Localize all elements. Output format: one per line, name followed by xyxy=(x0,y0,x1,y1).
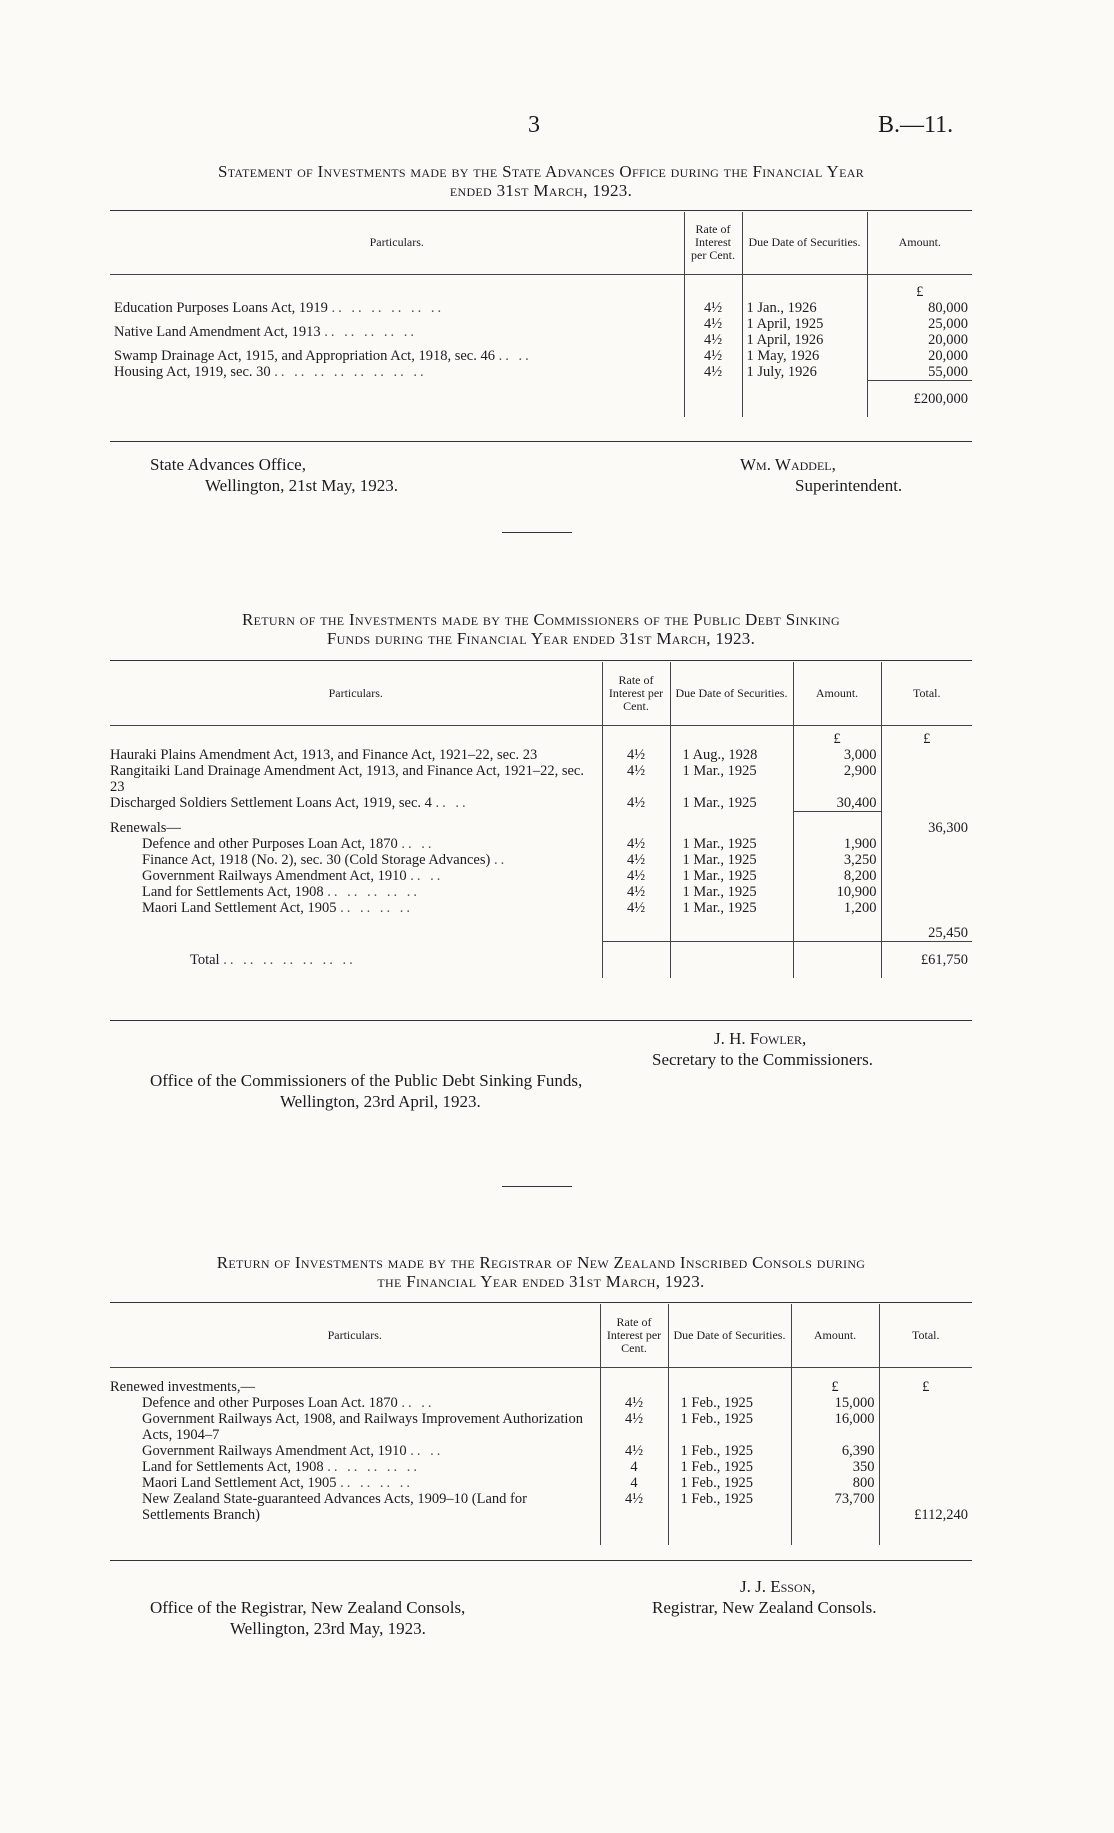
s1-row-amount: 55,000 xyxy=(867,364,972,381)
s1-row-rate: 4½ xyxy=(684,300,742,316)
s2-total: £61,750 xyxy=(881,942,972,978)
table-row xyxy=(110,795,972,812)
s3-col-particulars: Particulars. xyxy=(327,1327,382,1342)
s1-col-particulars: Particulars. xyxy=(369,235,424,250)
s1-total: £200,000 xyxy=(867,381,972,417)
s3-row-particulars: Defence and other Purposes Loan Act. 1870 .. .. xyxy=(142,1395,435,1411)
s2-renewals-label: Renewals— xyxy=(110,819,181,836)
s2-renewal-due: 1 Mar., 1925 xyxy=(670,852,793,868)
s1-bottom-rule xyxy=(110,441,972,442)
s3-col-due: Due Date of Securities. xyxy=(668,1304,791,1367)
s1-office-line2: Wellington, 21st May, 1923. xyxy=(205,476,399,495)
s3-row-rate: 4 xyxy=(600,1459,668,1475)
s1-row-particulars: Native Land Amendment Act, 1913 .. .. .. .. .. xyxy=(114,324,417,340)
s1-row-rate: 4½ xyxy=(684,364,742,381)
s2-row-particulars: Rangitaiki Land Drainage Amendment Act, 1913, and Finance Act, 1921–22, sec. 23 xyxy=(110,763,584,795)
s3-row-amount: 6,390 xyxy=(791,1443,879,1459)
s2-renewal-rate: 4½ xyxy=(602,868,670,884)
s1-signer-title: Superintendent. xyxy=(795,476,903,495)
s1-row-amount: 20,000 xyxy=(867,332,972,348)
s3-row-due: 1 Feb., 1925 xyxy=(668,1491,791,1523)
s3-col-total: Total. xyxy=(879,1304,972,1367)
s1-row-amount: 80,000 xyxy=(867,300,972,316)
s2-col-due: Due Date of Securities. xyxy=(670,662,793,725)
s3-bottom-rule xyxy=(110,1560,972,1561)
s3-row-rate: 4½ xyxy=(600,1411,668,1443)
table-row xyxy=(110,884,972,900)
s2-signer-name: J. H. Fowler, xyxy=(714,1029,807,1048)
s2-row-amount: 30,400 xyxy=(793,795,881,812)
s2-renewal-due: 1 Mar., 1925 xyxy=(670,868,793,884)
s3-row-particulars: Government Railways Amendment Act, 1910 .. .. xyxy=(142,1443,444,1459)
s3-row-particulars: Maori Land Settlement Act, 1905 .. .. .. .. xyxy=(142,1475,414,1491)
table-row xyxy=(110,1475,972,1491)
s2-subtotal-2: 25,450 xyxy=(881,916,972,942)
s2-renewal-rate: 4½ xyxy=(602,852,670,868)
s3-renewed-label: Renewed investments,— xyxy=(110,1379,255,1395)
s1-signature xyxy=(740,454,902,496)
section-divider xyxy=(502,1186,572,1187)
table-row xyxy=(110,868,972,884)
s2-renewal-amount: 10,900 xyxy=(793,884,881,900)
s3-row-due: 1 Feb., 1925 xyxy=(668,1459,791,1475)
s3-row-amount: 16,000 xyxy=(791,1411,879,1443)
s3-row-due: 1 Feb., 1925 xyxy=(668,1443,791,1459)
s2-office xyxy=(150,1070,582,1112)
s2-row-rate: 4½ xyxy=(602,763,670,795)
s1-row-due: 1 May, 1926 xyxy=(742,348,867,364)
s1-row-rate: 4½ xyxy=(684,348,742,364)
s1-row-rate: 4½ xyxy=(684,316,742,332)
s3-office xyxy=(150,1597,465,1639)
s1-title xyxy=(110,162,972,200)
s1-signer-name: Wm. Waddel, xyxy=(740,455,836,474)
s1-col-rate: Rate of Interest per Cent. xyxy=(684,212,742,274)
s1-title-line1: Statement of Investments made by the State Advances Office during the Financial Year xyxy=(218,162,864,181)
s2-renewal-due: 1 Mar., 1925 xyxy=(670,836,793,852)
s1-top-rule xyxy=(110,210,972,211)
s1-office-line1: State Advances Office, xyxy=(150,455,306,474)
document-code: B.—11. xyxy=(878,112,954,138)
s2-row-rate: 4½ xyxy=(602,795,670,812)
s3-total: £112,240 xyxy=(879,1491,972,1523)
s2-total-label: Total .. .. .. .. .. .. .. xyxy=(190,951,356,968)
s2-subtotal-1: 36,300 xyxy=(881,795,972,836)
s2-header-row xyxy=(110,662,972,725)
table-row xyxy=(110,1491,972,1523)
s3-row-particulars: Land for Settlements Act, 1908 .. .. .. .. .. xyxy=(142,1459,420,1475)
s2-signature xyxy=(652,1028,873,1070)
s2-col-total: Total. xyxy=(881,662,972,725)
table-row xyxy=(110,900,972,916)
s2-row-amount: 2,900 xyxy=(793,763,881,795)
s1-row-particulars: Education Purposes Loans Act, 1919 .. .. .. .. .. .. xyxy=(114,300,445,316)
s3-row-amount: 350 xyxy=(791,1459,879,1475)
s3-total-pound: £ xyxy=(879,1367,972,1395)
s2-renewal-rate: 4½ xyxy=(602,884,670,900)
table-row xyxy=(110,364,972,381)
s2-title-line1: Return of the Investments made by the Commissioners of the Public Debt Sinking xyxy=(242,610,840,629)
s2-title-line2: Funds during the Financial Year ended 31st March, 1923. xyxy=(326,629,756,648)
s1-office xyxy=(150,454,398,496)
s2-renewal-particulars: Defence and other Purposes Loan Act, 1870 .. .. xyxy=(142,835,435,852)
s3-amount-pound: £ xyxy=(791,1367,879,1395)
s2-total-row xyxy=(110,942,972,978)
s2-office-line1: Office of the Commissioners of the Public Debt Sinking Funds, xyxy=(150,1071,583,1090)
s2-col-particulars: Particulars. xyxy=(328,685,383,700)
section-divider xyxy=(502,532,572,533)
table-row xyxy=(110,763,972,795)
s2-renewal-amount: 3,250 xyxy=(793,852,881,868)
s1-row-due: 1 April, 1926 xyxy=(742,332,867,348)
table-row xyxy=(110,1459,972,1475)
s1-row-amount: 20,000 xyxy=(867,348,972,364)
s1-pound-sign: £ xyxy=(867,274,972,300)
s2-renewal-rate: 4½ xyxy=(602,836,670,852)
s1-col-amount: Amount. xyxy=(867,212,972,274)
s2-renewal-particulars: Government Railways Amendment Act, 1910 .. .. xyxy=(142,867,444,884)
s3-title-line1: Return of Investments made by the Registrar of New Zealand Inscribed Consols during xyxy=(216,1253,866,1272)
page-number: 3 xyxy=(528,112,540,138)
s3-office-line2: Wellington, 23rd May, 1923. xyxy=(230,1619,426,1638)
s3-row-due: 1 Feb., 1925 xyxy=(668,1411,791,1443)
s3-row-amount: 15,000 xyxy=(791,1395,879,1411)
s3-row-particulars: New Zealand State-guaranteed Advances Acts, 1909–10 (Land for Settlements Branch) xyxy=(142,1491,527,1523)
s2-renewal-particulars: Finance Act, 1918 (No. 2), sec. 30 (Cold Storage Advances) .. xyxy=(142,851,508,868)
s3-col-amount: Amount. xyxy=(791,1304,879,1367)
s3-row-rate: 4½ xyxy=(600,1491,668,1523)
s1-row-particulars: Housing Act, 1919, sec. 30 .. .. .. .. .. .. .. .. xyxy=(114,364,427,380)
s3-row-due: 1 Feb., 1925 xyxy=(668,1395,791,1411)
s3-row-rate: 4½ xyxy=(600,1395,668,1411)
s3-col-rate: Rate of Interest per Cent. xyxy=(600,1304,668,1367)
s2-row-particulars: Hauraki Plains Amendment Act, 1913, and Finance Act, 1921–22, sec. 23 xyxy=(110,747,538,763)
s3-row-rate: 4 xyxy=(600,1475,668,1491)
s2-title xyxy=(110,610,972,648)
table-row xyxy=(110,836,972,852)
s3-row-particulars: Government Railways Act, 1908, and Railways Improvement Authorization Acts, 1904–7 xyxy=(142,1411,583,1443)
s1-title-line2: ended 31st March, 1923. xyxy=(449,181,633,200)
s3-signer-name: J. J. Esson, xyxy=(740,1577,816,1596)
s1-table xyxy=(110,212,972,417)
s1-row-due: 1 Jan., 1926 xyxy=(742,300,867,316)
s3-header-row xyxy=(110,1304,972,1367)
s3-office-line1: Office of the Registrar, New Zealand Consols, xyxy=(150,1598,466,1617)
s2-renewal-due: 1 Mar., 1925 xyxy=(670,900,793,916)
table-row xyxy=(110,316,972,332)
s2-renewal-particulars: Land for Settlements Act, 1908 .. .. .. .. .. xyxy=(142,883,420,900)
s1-row-due: 1 July, 1926 xyxy=(742,364,867,381)
s1-row-rate: 4½ xyxy=(684,332,742,348)
s3-row-due: 1 Feb., 1925 xyxy=(668,1475,791,1491)
s2-row-rate: 4½ xyxy=(602,747,670,763)
s2-row-due: 1 Aug., 1928 xyxy=(670,747,793,763)
table-row xyxy=(110,747,972,763)
s2-signer-title: Secretary to the Commissioners. xyxy=(652,1050,873,1069)
s2-row-due: 1 Mar., 1925 xyxy=(670,763,793,795)
s2-row-particulars: Discharged Soldiers Settlement Loans Act, 1919, sec. 4 .. .. xyxy=(110,795,469,811)
table-row xyxy=(110,1395,972,1411)
s2-col-amount: Amount. xyxy=(793,662,881,725)
s2-col-rate: Rate of Interest per Cent. xyxy=(602,662,670,725)
table-row xyxy=(110,852,972,868)
s2-bottom-rule xyxy=(110,1020,972,1021)
s2-renewal-due: 1 Mar., 1925 xyxy=(670,884,793,900)
s2-renewal-rate: 4½ xyxy=(602,900,670,916)
s2-top-rule xyxy=(110,660,972,661)
s2-renewal-particulars: Maori Land Settlement Act, 1905 .. .. .. .. xyxy=(142,899,414,916)
s2-renewal-amount: 8,200 xyxy=(793,868,881,884)
table-row xyxy=(110,348,972,364)
s3-row-amount: 800 xyxy=(791,1475,879,1491)
s2-renewal-amount: 1,200 xyxy=(793,900,881,916)
s1-row-due: 1 April, 1925 xyxy=(742,316,867,332)
s3-row-rate: 4½ xyxy=(600,1443,668,1459)
s2-row-amount: 3,000 xyxy=(793,747,881,763)
s3-top-rule xyxy=(110,1302,972,1303)
s1-header-row xyxy=(110,212,972,274)
s2-table xyxy=(110,662,972,978)
s1-row-particulars: Swamp Drainage Act, 1915, and Appropriation Act, 1918, sec. 46 .. .. xyxy=(114,348,532,364)
s3-title-line2: the Financial Year ended 31st March, 1923. xyxy=(377,1272,705,1291)
s3-row-amount: 73,700 xyxy=(791,1491,879,1523)
table-row xyxy=(110,300,972,316)
table-row xyxy=(110,1411,972,1443)
s2-amount-pound: £ xyxy=(793,725,881,747)
s3-signer-title: Registrar, New Zealand Consols. xyxy=(652,1598,877,1617)
s2-row-due: 1 Mar., 1925 xyxy=(670,795,793,812)
s2-renewal-amount: 1,900 xyxy=(793,836,881,852)
s3-title xyxy=(110,1253,972,1291)
s2-office-line2: Wellington, 23rd April, 1923. xyxy=(280,1092,481,1111)
s1-row-amount: 25,000 xyxy=(867,316,972,332)
s3-signature xyxy=(652,1576,877,1618)
s2-total-pound: £ xyxy=(881,725,972,747)
s3-table xyxy=(110,1304,972,1545)
table-row xyxy=(110,1443,972,1459)
s1-col-due: Due Date of Securities. xyxy=(742,212,867,274)
